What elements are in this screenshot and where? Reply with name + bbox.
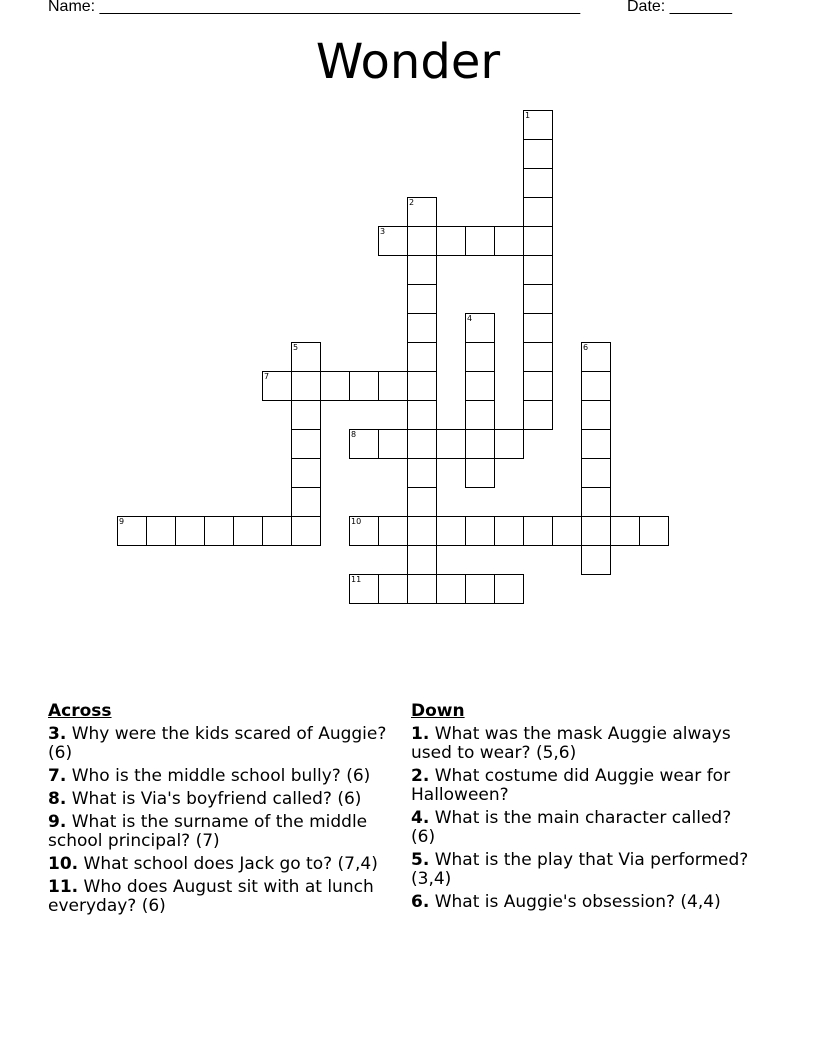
crossword-cell[interactable] — [581, 400, 611, 430]
clue-text: Why were the kids scared of Auggie? (6) — [48, 724, 387, 763]
crossword-cell[interactable] — [523, 284, 553, 314]
crossword-cell[interactable] — [407, 487, 437, 517]
crossword-cell[interactable] — [465, 371, 495, 401]
down-heading: Down — [411, 701, 465, 721]
clue-number: 11. — [48, 877, 79, 897]
crossword-cell[interactable] — [291, 371, 321, 401]
across-clue — [48, 767, 398, 786]
crossword-cell[interactable] — [581, 342, 611, 372]
crossword-cell[interactable] — [407, 313, 437, 343]
clue-number: 8. — [48, 789, 67, 809]
crossword-cell[interactable] — [581, 371, 611, 401]
crossword-cell[interactable] — [523, 197, 553, 227]
crossword-cell[interactable] — [523, 400, 553, 430]
down-clue — [411, 893, 756, 912]
clue-number: 9 — [119, 517, 125, 526]
crossword-cell[interactable] — [465, 313, 495, 343]
crossword-cell[interactable] — [581, 516, 611, 546]
clue-number: 6 — [583, 343, 589, 352]
crossword-cell[interactable] — [291, 458, 321, 488]
crossword-cell[interactable] — [523, 371, 553, 401]
crossword-cell[interactable] — [436, 516, 466, 546]
across-clue — [48, 790, 398, 809]
crossword-cell[interactable] — [639, 516, 669, 546]
crossword-cell[interactable] — [436, 226, 466, 256]
crossword-cell[interactable] — [146, 516, 176, 546]
crossword-cell[interactable] — [407, 197, 437, 227]
crossword-cell[interactable] — [204, 516, 234, 546]
across-heading: Across — [48, 701, 112, 721]
crossword-cell[interactable] — [233, 516, 263, 546]
crossword-cell[interactable] — [407, 516, 437, 546]
clue-text: What was the mask Auggie always used to wear? (5,6) — [411, 724, 731, 763]
crossword-cell[interactable] — [465, 458, 495, 488]
clue-number: 10 — [351, 517, 362, 526]
clue-number: 3. — [48, 724, 67, 744]
crossword-cell[interactable] — [262, 516, 292, 546]
crossword-cell[interactable] — [523, 226, 553, 256]
clue-text: What school does Jack go to? (7,4) — [83, 854, 378, 874]
clue-text: Who is the middle school bully? (6) — [71, 766, 371, 786]
clue-text: What costume did Auggie wear for Halloween? — [411, 766, 731, 805]
crossword-cell[interactable] — [291, 342, 321, 372]
crossword-cell[interactable] — [581, 487, 611, 517]
crossword-cell[interactable] — [465, 516, 495, 546]
clue-text: What is the play that Via performed? (3,4) — [411, 850, 749, 889]
crossword-cell[interactable] — [436, 574, 466, 604]
crossword-cell[interactable] — [175, 516, 205, 546]
crossword-cell[interactable] — [610, 516, 640, 546]
crossword-cell[interactable] — [349, 574, 379, 604]
crossword-cell[interactable] — [407, 371, 437, 401]
crossword-cell[interactable] — [407, 458, 437, 488]
crossword-cell[interactable] — [378, 371, 408, 401]
clue-text: What is Auggie's obsession? (4,4) — [434, 892, 721, 912]
clue-number: 2. — [411, 766, 430, 786]
crossword-cell[interactable] — [378, 574, 408, 604]
down-clue — [411, 809, 756, 847]
across-clue — [48, 813, 398, 851]
crossword-cell[interactable] — [407, 284, 437, 314]
crossword-cell[interactable] — [378, 226, 408, 256]
clue-number: 8 — [351, 430, 357, 439]
crossword-cell[interactable] — [523, 342, 553, 372]
clue-number: 1 — [525, 111, 531, 120]
page-title: Wonder — [315, 34, 501, 90]
clue-number: 3 — [380, 227, 386, 236]
crossword-cell[interactable] — [378, 429, 408, 459]
crossword-cell[interactable] — [465, 574, 495, 604]
crossword-cell[interactable] — [552, 516, 582, 546]
clue-text: What is the main character called? (6) — [411, 808, 732, 847]
clue-number: 6. — [411, 892, 430, 912]
crossword-cell[interactable] — [291, 487, 321, 517]
crossword-cell[interactable] — [407, 545, 437, 575]
crossword-cell[interactable] — [465, 226, 495, 256]
across-clue — [48, 725, 398, 763]
crossword-cell[interactable] — [407, 255, 437, 285]
crossword-cell[interactable] — [494, 226, 524, 256]
crossword-cell[interactable] — [407, 226, 437, 256]
down-clue — [411, 725, 756, 763]
crossword-cell[interactable] — [407, 574, 437, 604]
crossword-cell[interactable] — [523, 255, 553, 285]
crossword-cell[interactable] — [523, 313, 553, 343]
across-clue — [48, 878, 398, 916]
crossword-cell[interactable] — [581, 458, 611, 488]
clue-number: 4 — [467, 314, 473, 323]
crossword-cell[interactable] — [436, 429, 466, 459]
across-clues — [48, 702, 398, 920]
clue-number: 11 — [351, 575, 362, 584]
clue-text: What is Via's boyfriend called? (6) — [71, 789, 362, 809]
clue-number: 7. — [48, 766, 67, 786]
crossword-cell[interactable] — [465, 400, 495, 430]
down-clues — [411, 702, 756, 916]
crossword-cell[interactable] — [465, 342, 495, 372]
crossword-cell[interactable] — [581, 429, 611, 459]
clue-text: What is the surname of the middle school principal? (7) — [48, 812, 368, 851]
crossword-cell[interactable] — [494, 516, 524, 546]
crossword-cell[interactable] — [291, 429, 321, 459]
clue-number: 2 — [409, 198, 415, 207]
crossword-cell[interactable] — [523, 168, 553, 198]
crossword-cell[interactable] — [291, 516, 321, 546]
down-clue — [411, 851, 756, 889]
crossword-cell[interactable] — [494, 574, 524, 604]
crossword-cell[interactable] — [378, 516, 408, 546]
name-field-label: Name: ______________________________________________________ — [48, 0, 581, 15]
crossword-cell[interactable] — [407, 400, 437, 430]
crossword-cell[interactable] — [349, 516, 379, 546]
crossword-cell[interactable] — [581, 545, 611, 575]
clue-number: 10. — [48, 854, 79, 874]
clue-number: 5 — [293, 343, 299, 352]
clue-number: 1. — [411, 724, 430, 744]
crossword-cell[interactable] — [349, 371, 379, 401]
crossword-cell[interactable] — [117, 516, 147, 546]
crossword-cell[interactable] — [320, 371, 350, 401]
clue-number: 5. — [411, 850, 430, 870]
crossword-cell[interactable] — [523, 139, 553, 169]
clue-number: 4. — [411, 808, 430, 828]
down-clue — [411, 767, 756, 805]
crossword-cell[interactable] — [407, 429, 437, 459]
crossword-cell[interactable] — [262, 371, 292, 401]
clue-number: 9. — [48, 812, 67, 832]
crossword-cell[interactable] — [291, 400, 321, 430]
date-field-label: Date: _______ — [627, 0, 732, 15]
crossword-cell[interactable] — [465, 429, 495, 459]
crossword-cell[interactable] — [523, 110, 553, 140]
crossword-cell[interactable] — [523, 516, 553, 546]
crossword-cell[interactable] — [407, 342, 437, 372]
across-clue — [48, 855, 398, 874]
clue-number: 7 — [264, 372, 270, 381]
crossword-cell[interactable] — [349, 429, 379, 459]
clue-text: Who does August sit with at lunch everyday? (6) — [48, 877, 374, 916]
crossword-cell[interactable] — [494, 429, 524, 459]
